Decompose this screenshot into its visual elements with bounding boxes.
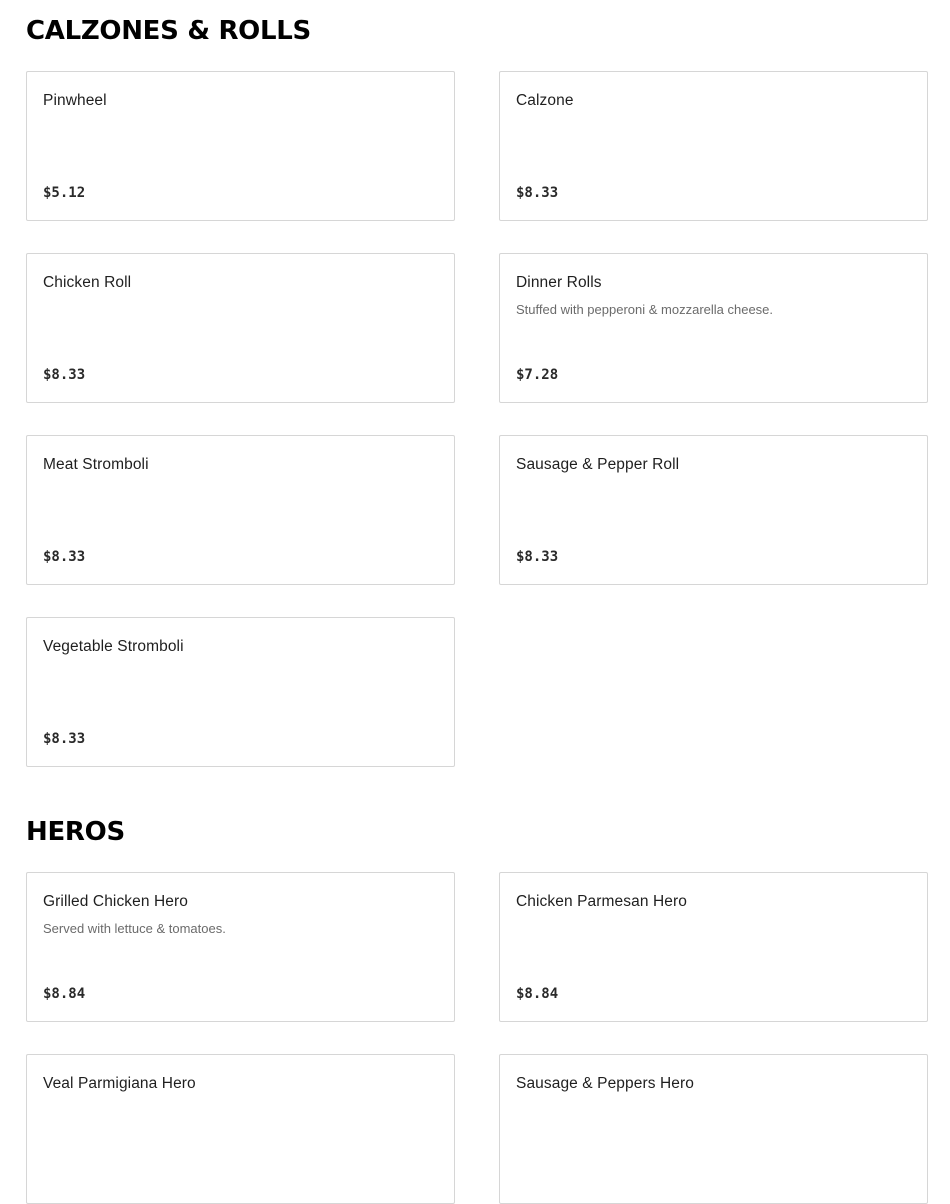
item-name: Pinwheel [43,92,107,109]
menu-item-card[interactable] [26,1054,455,1204]
menu-item-card[interactable] [499,71,928,221]
item-name: Chicken Parmesan Hero [516,893,687,910]
item-price: $7.28 [516,367,559,383]
item-price: $8.84 [516,986,559,1002]
item-price: $8.33 [516,185,559,201]
item-name: Calzone [516,92,574,109]
menu-item-card[interactable] [26,435,455,585]
item-price: $5.12 [43,185,86,201]
menu-item-card[interactable] [499,435,928,585]
menu-items-grid [26,872,928,1204]
menu-item-card[interactable] [26,253,455,403]
item-name: Veal Parmigiana Hero [43,1075,196,1092]
item-price: $8.33 [43,731,86,747]
section-title: HEROS [26,817,125,847]
item-name: Meat Stromboli [43,456,149,473]
menu-items-grid [26,71,928,767]
menu-section-heros [26,799,928,1204]
item-name: Chicken Roll [43,274,132,291]
menu-item-card[interactable] [499,253,928,403]
menu-item-card[interactable] [499,1054,928,1204]
menu-item-card[interactable] [26,71,455,221]
item-price: $8.33 [43,549,86,565]
item-price: $8.84 [43,986,86,1002]
item-description: Served with lettuce & tomatoes. [43,921,226,936]
item-name: Sausage & Pepper Roll [516,456,680,473]
menu-item-card[interactable] [26,617,455,767]
section-title: CALZONES & ROLLS [26,16,311,46]
item-price: $8.33 [516,549,559,565]
menu-item-card[interactable] [26,872,455,1022]
item-name: Vegetable Stromboli [43,638,184,655]
item-name: Sausage & Peppers Hero [516,1075,694,1092]
menu-page [26,0,928,1204]
item-name: Dinner Rolls [516,274,602,291]
menu-item-card[interactable] [499,872,928,1022]
menu-section-calzones-rolls [26,0,928,767]
item-price: $8.33 [43,367,86,383]
item-description: Stuffed with pepperoni & mozzarella cheese. [516,302,774,317]
item-name: Grilled Chicken Hero [43,893,188,910]
